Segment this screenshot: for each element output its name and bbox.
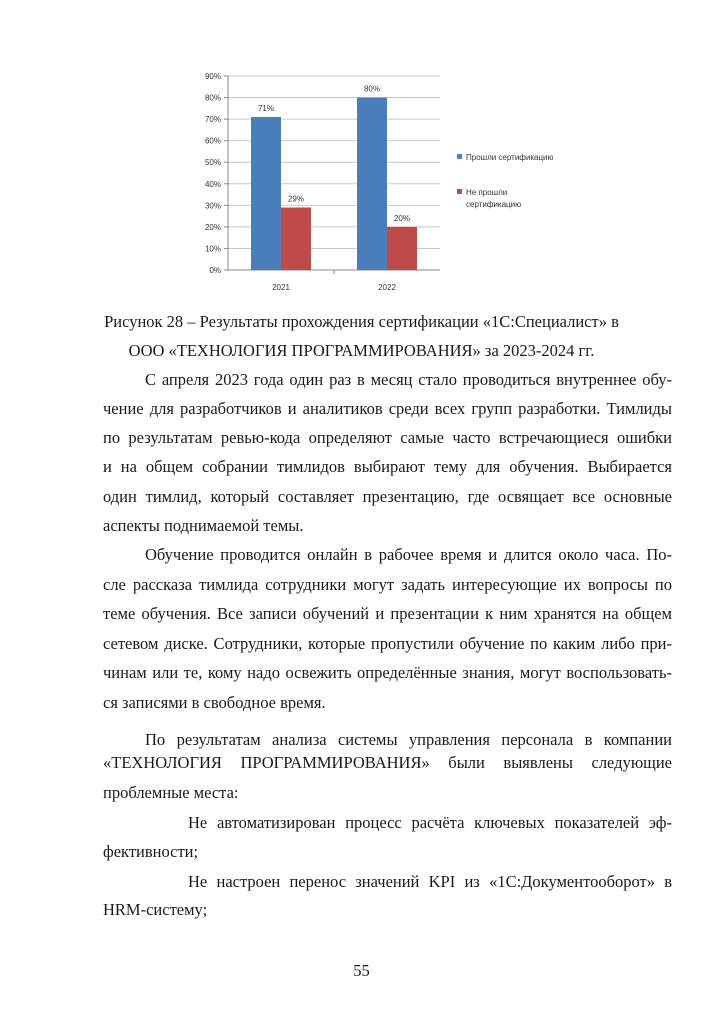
text-line: один тимлид, который составляет презентацию, где освящает все основные xyxy=(103,487,672,506)
data-label: 71% xyxy=(257,103,275,113)
data-label: 29% xyxy=(287,194,305,204)
text-line: «ТЕХНОЛОГИЯ ПРОГРАММИРОВАНИЯ» были выявлены следующие xyxy=(103,753,672,772)
text-line: проблемные места: xyxy=(103,783,239,802)
text-line: по результатам ревью-кода определяют самые часто встречающиеся ошибки xyxy=(103,428,672,447)
text-line: сле рассказа тимлида сотрудники могут задать интересующие их вопросы по xyxy=(103,575,672,594)
text-line: ся записями в свободное время. xyxy=(103,693,326,712)
data-label: 80% xyxy=(363,84,381,94)
y-tick-label: 0% xyxy=(209,266,221,275)
text-line: Не настроен перенос значений KPI из «1С:Документооборот» в xyxy=(188,872,672,891)
data-label: 20% xyxy=(393,213,411,223)
bar-2021-0 xyxy=(251,117,281,270)
text-line: чение для разработчиков и аналитиков среди всех групп разработки. Тимлиды xyxy=(103,399,672,418)
text-line: теме обучения. Все записи обучений и презентации к ним хранятся на общем xyxy=(103,604,672,623)
legend-label: Прошли сертификацию xyxy=(466,153,554,162)
page-number: 55 xyxy=(353,961,370,980)
y-tick-label: 50% xyxy=(204,158,221,168)
legend-swatch xyxy=(457,154,462,159)
bar-2021-1 xyxy=(281,207,311,270)
text-line: HRM-систему; xyxy=(103,900,208,919)
figure-caption-line-1: Рисунок 28 – Результаты прохождения сертификации «1С:Специалист» в xyxy=(104,312,619,331)
legend-label: сертификацию xyxy=(466,200,522,209)
y-tick-label: 40% xyxy=(204,179,221,189)
certification-bar-chart xyxy=(190,62,590,302)
text-line: По результатам анализа системы управления персонала в компании xyxy=(145,730,672,749)
text-line: Не автоматизирован процесс расчёта ключевых показателей эф- xyxy=(188,813,672,832)
bar-2022-1 xyxy=(387,227,417,270)
bar-2022-0 xyxy=(357,98,387,270)
y-tick-label: 90% xyxy=(204,72,221,81)
y-tick-label: 80% xyxy=(204,93,221,103)
x-tick-label: 2022 xyxy=(378,283,396,292)
x-tick-label: 2021 xyxy=(272,283,290,292)
text-line: чинам или те, кому надо освежить определённые знания, могут воспользовать- xyxy=(103,663,672,682)
y-tick-label: 20% xyxy=(204,222,221,232)
figure-caption-line-2: ООО «ТЕХНОЛОГИЯ ПРОГРАММИРОВАНИЯ» за 2023-2024 гг. xyxy=(128,341,595,360)
legend-swatch xyxy=(457,189,462,194)
y-tick-label: 30% xyxy=(204,201,221,211)
text-line: и на общем собрании тимлидов выбирают тему для обучения. Выбирается xyxy=(103,457,672,476)
text-line: С апреля 2023 года один раз в месяц стало проводиться внутреннее обу- xyxy=(145,370,672,389)
y-tick-label: 60% xyxy=(204,136,221,146)
y-tick-label: 70% xyxy=(204,115,221,125)
y-tick-label: 10% xyxy=(204,244,221,254)
text-line: сетевом диске. Сотрудники, которые пропустили обучение по каким либо при- xyxy=(103,634,672,653)
text-line: аспекты поднимаемой темы. xyxy=(103,516,304,535)
text-line: Обучение проводится онлайн в рабочее время и длится около часа. По- xyxy=(145,545,672,564)
legend-label: Не прошли xyxy=(466,188,508,197)
text-line: фективности; xyxy=(103,842,199,861)
